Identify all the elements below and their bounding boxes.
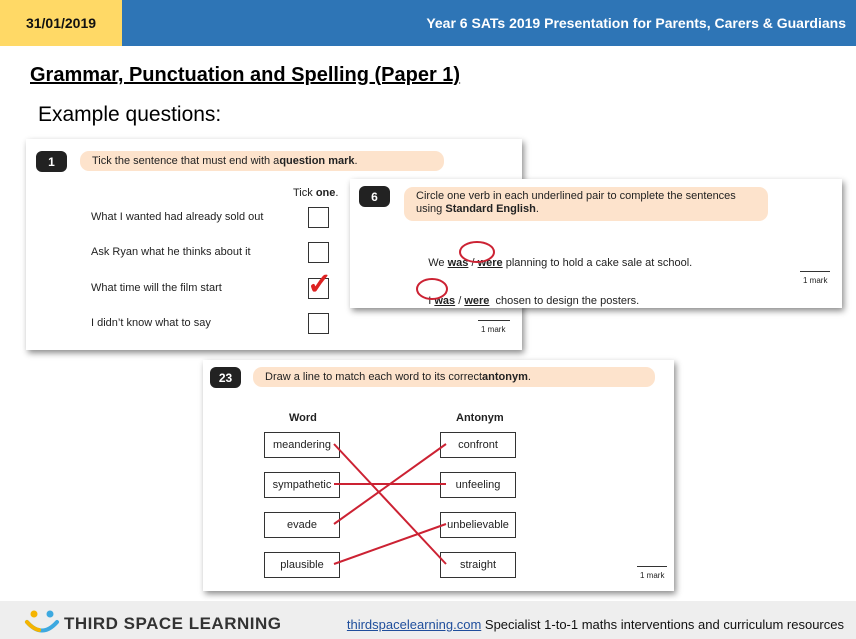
question-number: 6 <box>359 186 390 207</box>
match-line <box>334 444 446 524</box>
mark-label: 1 mark <box>640 571 665 580</box>
sentence-2: I was / were chosen to design the posters. <box>428 295 640 307</box>
antonym-box[interactable]: straight <box>440 552 516 578</box>
option-text: Ask Ryan what he thinks about it <box>91 246 251 258</box>
tick-box[interactable] <box>308 207 329 228</box>
mark-line <box>478 320 510 321</box>
tick-one-label: Tick one. <box>293 187 339 199</box>
tick-box[interactable] <box>308 242 329 263</box>
question-prompt: Draw a line to match each word to its correct antonym . <box>253 367 655 387</box>
tsl-logo-icon <box>24 609 60 635</box>
slide-title: Grammar, Punctuation and Spelling (Paper 1) <box>30 64 461 86</box>
option-text: What time will the film start <box>91 282 222 294</box>
question-prompt: Tick the sentence that must end with a question mark . <box>80 151 444 171</box>
question-23-card <box>203 360 674 591</box>
word-column-header: Word <box>289 412 317 424</box>
antonym-box[interactable]: confront <box>440 432 516 458</box>
match-line <box>334 444 446 564</box>
mark-label: 1 mark <box>803 276 828 285</box>
mark-label: 1 mark <box>481 325 506 334</box>
question-6-card <box>350 179 842 308</box>
tick-box[interactable] <box>308 313 329 334</box>
antonym-box[interactable]: unbelievable <box>440 512 516 538</box>
question-prompt: Circle one verb in each underlined pair to complete the sentences using Standard English. <box>404 187 768 221</box>
match-line <box>334 524 446 564</box>
sentence-1: We was / were planning to hold a cake sale at school. <box>428 257 693 269</box>
check-mark-icon: ✓ <box>307 268 333 301</box>
word-box[interactable]: meandering <box>264 432 340 458</box>
option-text: I didn’t know what to say <box>91 317 211 329</box>
header-bar <box>0 0 856 46</box>
antonym-column-header: Antonym <box>456 412 504 424</box>
question-number: 1 <box>36 151 67 172</box>
slide-subtitle: Example questions: <box>38 103 222 126</box>
footer-tagline: thirdspacelearning.com Specialist 1-to-1 maths interventions and curriculum resources <box>346 617 844 632</box>
presentation-title: Year 6 SATs 2019 Presentation for Parents, Carers & Guardians <box>426 15 846 31</box>
brand-name: THIRD SPACE LEARNING <box>64 614 282 633</box>
question-number: 23 <box>210 367 241 388</box>
option-text: What I wanted had already sold out <box>91 211 264 223</box>
word-box[interactable]: plausible <box>264 552 340 578</box>
word-box[interactable]: sympathetic <box>264 472 340 498</box>
word-box[interactable]: evade <box>264 512 340 538</box>
website-link[interactable]: thirdspacelearning.com <box>346 617 482 632</box>
mark-line <box>637 566 667 567</box>
date-label: 31/01/2019 <box>0 0 122 46</box>
mark-line <box>800 271 830 272</box>
antonym-box[interactable]: unfeeling <box>440 472 516 498</box>
